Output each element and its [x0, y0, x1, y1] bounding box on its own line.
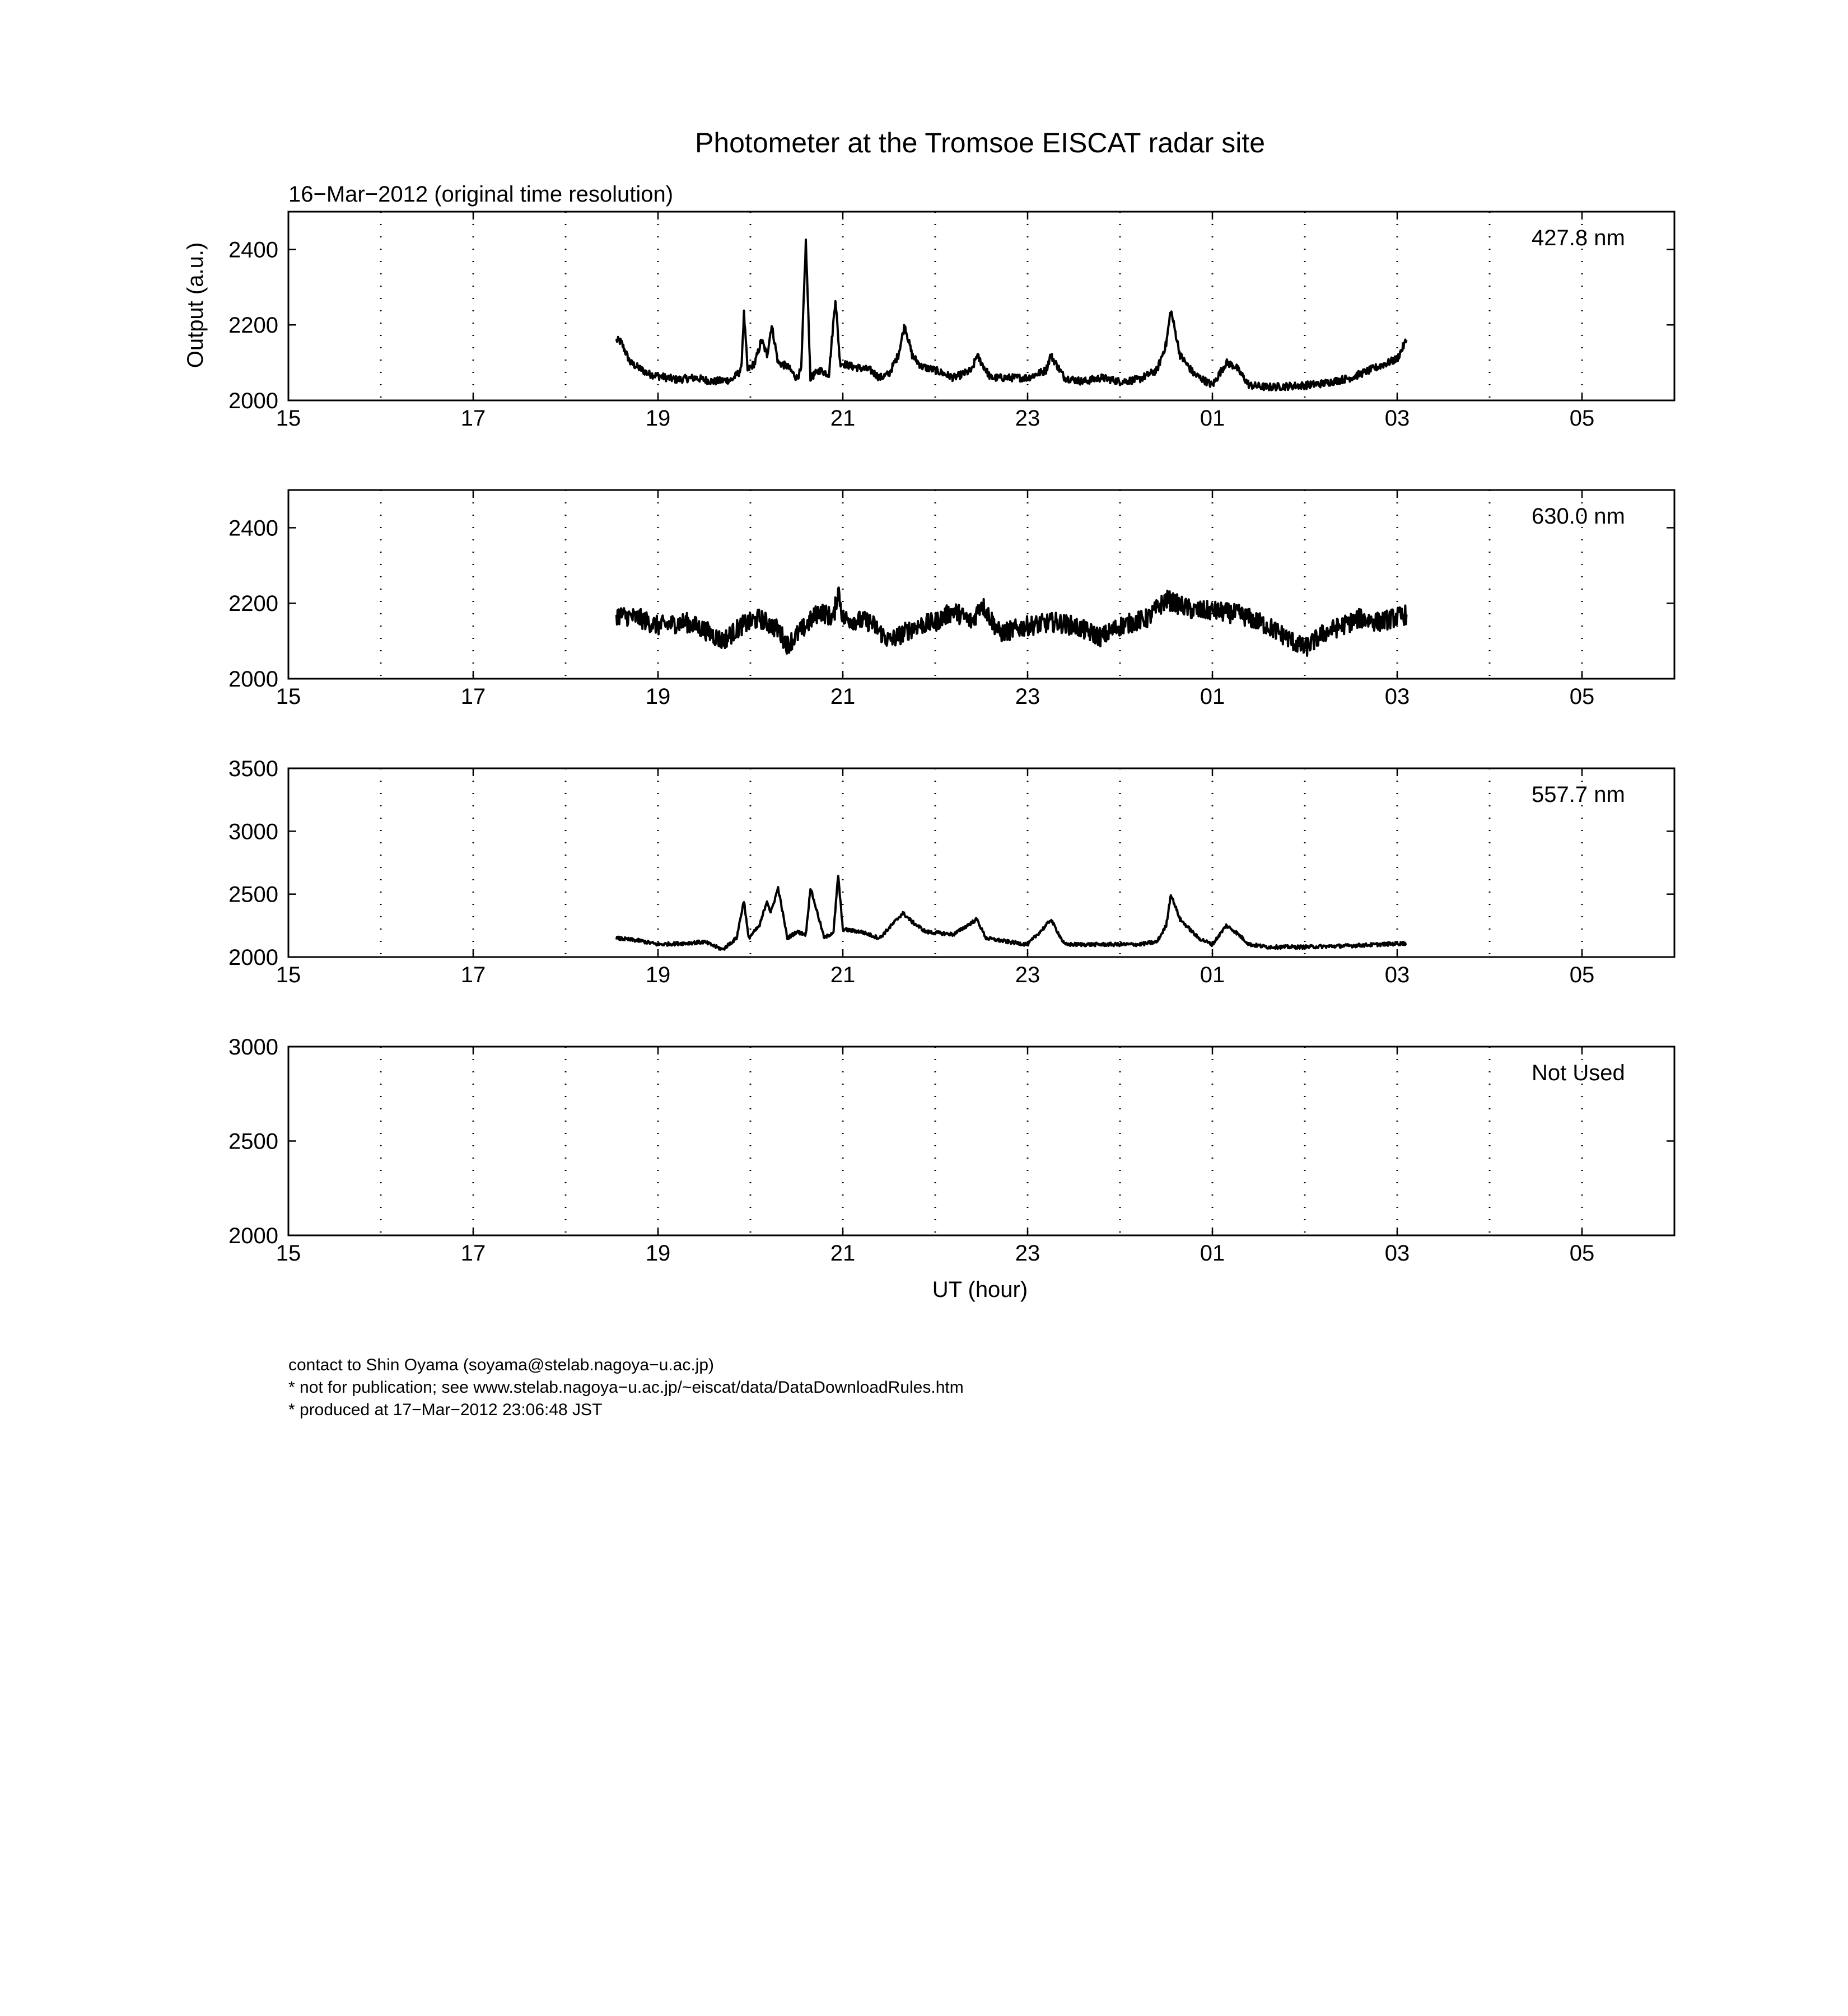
x-tick-label: 03 [1384, 1241, 1410, 1266]
x-tick-label: 05 [1569, 684, 1595, 709]
x-tick-label: 17 [460, 684, 486, 709]
footer-produced-time: * produced at 17−Mar−2012 23:06:48 JST [288, 1401, 603, 1419]
date-subtitle: 16−Mar−2012 (original time resolution) [288, 182, 674, 207]
x-tick-label: 15 [276, 406, 301, 431]
y-tick-label: 2500 [228, 882, 278, 907]
axes-frame [288, 490, 1674, 679]
series-label: Not Used [1532, 1061, 1625, 1085]
y-tick-label: 2400 [228, 516, 278, 541]
panel-3 [228, 757, 1674, 987]
y-axis-label: Output (a.u.) [183, 242, 208, 368]
x-axis-label: UT (hour) [932, 1277, 1028, 1302]
x-tick-label: 03 [1384, 963, 1410, 987]
series-label: 557.7 nm [1532, 782, 1625, 807]
x-tick-label: 23 [1015, 684, 1040, 709]
series-label: 630.0 nm [1532, 504, 1625, 529]
y-tick-label: 2000 [228, 389, 278, 413]
x-tick-label: 15 [276, 1241, 301, 1266]
x-tick-label: 21 [830, 406, 856, 431]
x-tick-label: 15 [276, 684, 301, 709]
x-tick-label: 05 [1569, 406, 1595, 431]
x-tick-label: 23 [1015, 963, 1040, 987]
y-tick-label: 2500 [228, 1129, 278, 1154]
x-tick-label: 19 [645, 406, 671, 431]
x-tick-label: 03 [1384, 406, 1410, 431]
x-tick-label: 23 [1015, 1241, 1040, 1266]
x-tick-label: 17 [460, 963, 486, 987]
figure-title: Photometer at the Tromsoe EISCAT radar site [694, 127, 1266, 158]
y-tick-label: 2000 [228, 945, 278, 970]
x-tick-label: 15 [276, 963, 301, 987]
x-tick-label: 05 [1569, 963, 1595, 987]
axes-frame [288, 212, 1674, 400]
x-tick-label: 19 [645, 1241, 671, 1266]
y-tick-label: 3000 [228, 1035, 278, 1060]
x-tick-label: 21 [830, 684, 856, 709]
y-tick-label: 2200 [228, 313, 278, 338]
x-tick-label: 19 [645, 684, 671, 709]
y-tick-label: 2000 [228, 667, 278, 692]
panel-1 [228, 212, 1674, 431]
data-trace [617, 876, 1407, 950]
data-trace [617, 587, 1407, 656]
panels [228, 212, 1674, 1266]
x-tick-label: 21 [830, 1241, 856, 1266]
panel-2 [228, 490, 1674, 709]
x-tick-label: 21 [830, 963, 856, 987]
series-label: 427.8 nm [1532, 226, 1625, 250]
panel-4 [228, 1035, 1674, 1266]
x-tick-label: 01 [1200, 1241, 1225, 1266]
x-tick-label: 03 [1384, 684, 1410, 709]
x-tick-label: 17 [460, 406, 486, 431]
axes-frame [288, 1047, 1674, 1235]
y-tick-label: 2000 [228, 1224, 278, 1248]
y-tick-label: 3500 [228, 757, 278, 781]
x-tick-label: 01 [1200, 963, 1225, 987]
y-tick-label: 3000 [228, 819, 278, 844]
footer-publication-note: * not for publication; see www.stelab.nagoya−u.ac.jp/~eiscat/data/DataDownloadRules.htm [288, 1378, 964, 1397]
x-tick-label: 23 [1015, 406, 1040, 431]
footer-contact: contact to Shin Oyama (soyama@stelab.nagoya−u.ac.jp) [288, 1356, 715, 1374]
x-tick-label: 01 [1200, 406, 1225, 431]
x-tick-label: 05 [1569, 1241, 1595, 1266]
x-tick-label: 01 [1200, 684, 1225, 709]
x-tick-label: 17 [460, 1241, 486, 1266]
x-tick-label: 19 [645, 963, 671, 987]
data-trace [617, 240, 1407, 390]
y-tick-label: 2400 [228, 237, 278, 263]
y-tick-label: 2200 [228, 591, 278, 617]
